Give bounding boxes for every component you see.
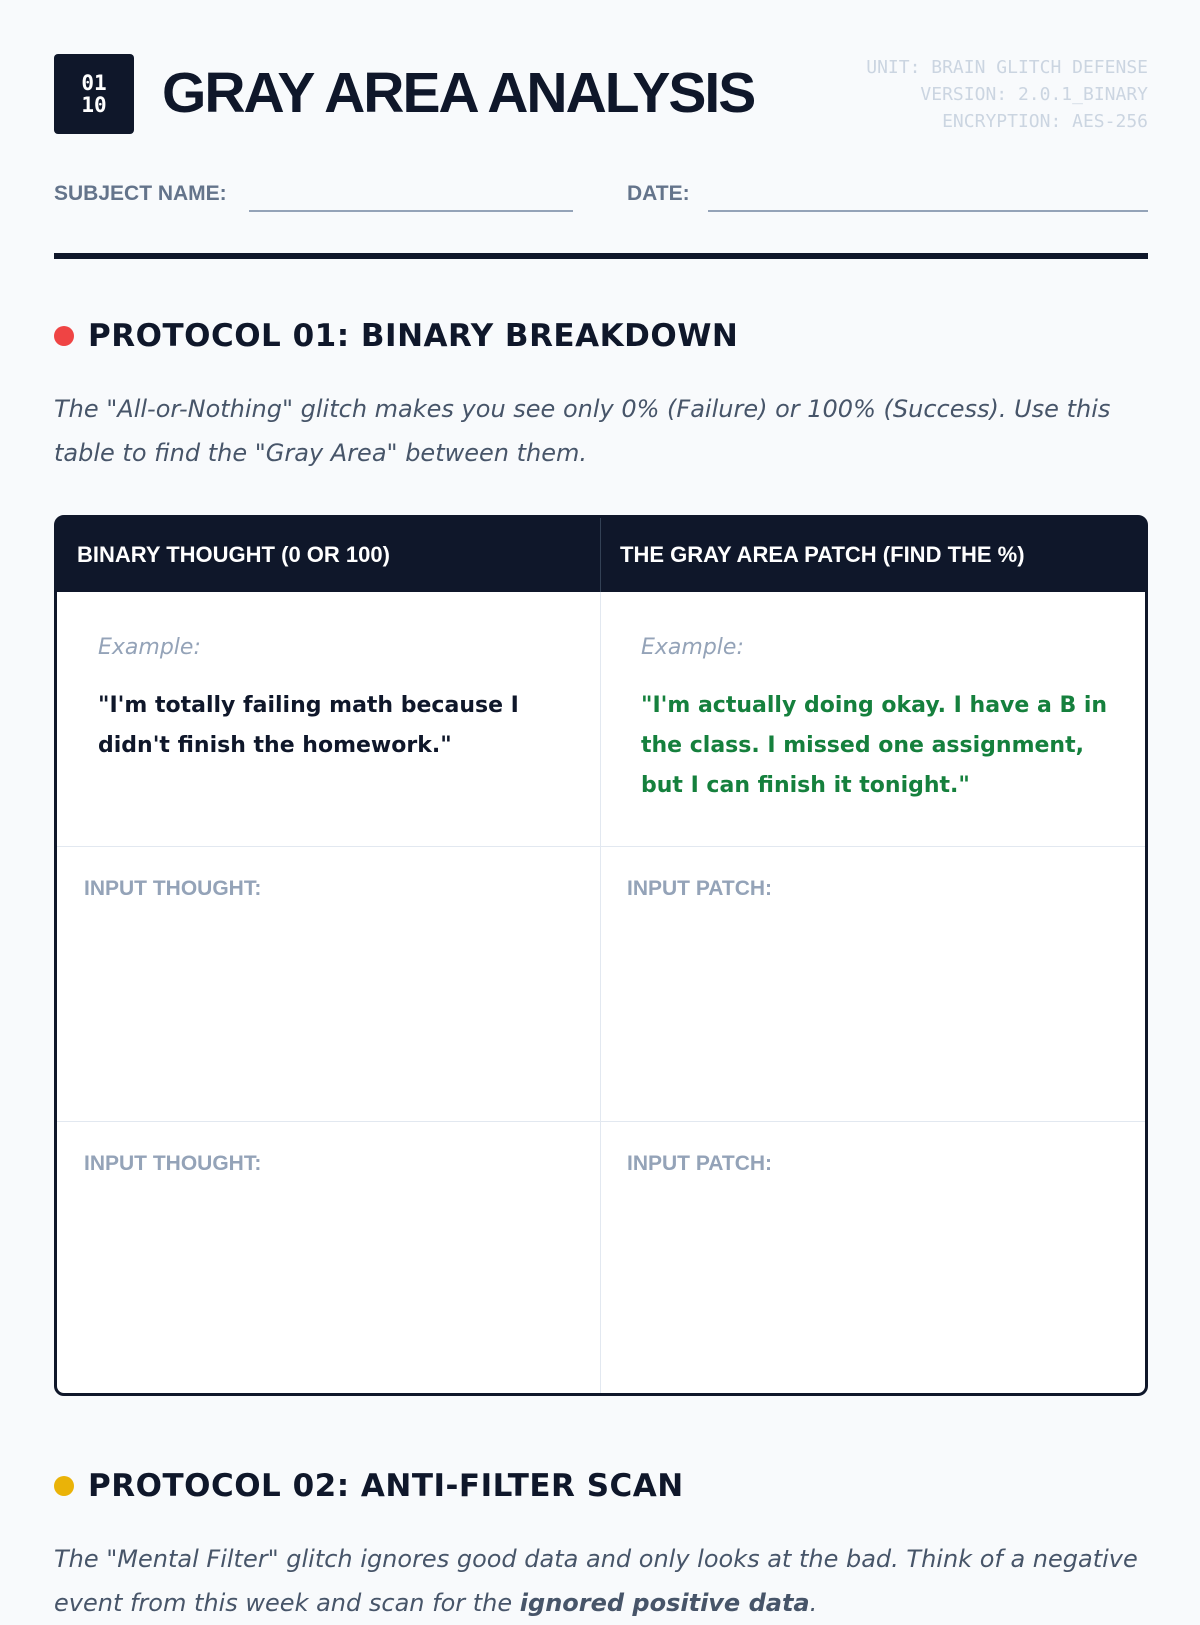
logo-line-2: 10 bbox=[81, 93, 107, 117]
meta-info bbox=[866, 54, 1148, 135]
example-label-binary: Example: bbox=[98, 635, 201, 660]
input-thought-label: INPUT THOUGHT: bbox=[84, 877, 262, 900]
header-binary-thought: BINARY THOUGHT (0 OR 100) bbox=[77, 542, 390, 567]
logo-line-1: 01 bbox=[81, 71, 107, 95]
input-patch-area[interactable] bbox=[601, 1122, 1151, 1397]
protocol-02-heading bbox=[54, 1466, 684, 1506]
protocol-02-title: PROTOCOL 02: ANTI-FILTER SCAN bbox=[88, 1468, 684, 1504]
protocol-02-description bbox=[54, 1537, 1148, 1625]
protocol-02-description-end: . bbox=[809, 1589, 818, 1617]
input-patch-area[interactable] bbox=[601, 847, 1151, 1121]
example-binary-thought: "I'm totally failing math because I didn't finish the homework." bbox=[98, 693, 519, 758]
header-separator bbox=[600, 518, 601, 592]
input-thought-area[interactable] bbox=[57, 1122, 600, 1397]
input-thought-label: INPUT THOUGHT: bbox=[84, 1152, 262, 1175]
header-gray-area-patch: THE GRAY AREA PATCH (FIND THE %) bbox=[620, 542, 1025, 567]
meta-version: VERSION: 2.0.1_BINARY bbox=[920, 84, 1148, 105]
red-status-dot-icon bbox=[54, 326, 74, 346]
protocol-02-description-bold: ignored positive data bbox=[519, 1589, 810, 1617]
input-thought-area[interactable] bbox=[57, 847, 600, 1121]
example-label-patch: Example: bbox=[641, 635, 744, 660]
protocol-01-title: PROTOCOL 01: BINARY BREAKDOWN bbox=[88, 318, 739, 354]
page-title: GRAY AREA ANALYSIS bbox=[162, 61, 755, 125]
header-divider bbox=[54, 253, 1148, 259]
binary-logo-icon bbox=[54, 54, 134, 134]
yellow-status-dot-icon bbox=[54, 1476, 74, 1496]
binary-breakdown-table bbox=[54, 515, 1148, 1396]
meta-encryption: ENCRYPTION: AES-256 bbox=[942, 111, 1148, 132]
example-gray-area-patch: "I'm actually doing okay. I have a B in the class. I missed one assignment, but I can finish it tonight." bbox=[641, 693, 1108, 798]
table-header bbox=[57, 518, 1145, 592]
input-patch-label: INPUT PATCH: bbox=[627, 1152, 773, 1175]
protocol-01-description: The "All-or-Nothing" glitch makes you see only 0% (Failure) or 100% (Success). Use this table to find the "Gray Area" between them. bbox=[54, 395, 1111, 467]
form-fields bbox=[54, 180, 1148, 220]
header bbox=[54, 54, 1148, 134]
input-patch-label: INPUT PATCH: bbox=[627, 877, 773, 900]
worksheet-page bbox=[54, 0, 1148, 1617]
protocol-02-description-start: The "Mental Filter" glitch ignores good data and only looks at the bad. Think of a negative event from this week and scan for the bbox=[54, 1545, 1138, 1617]
meta-unit: UNIT: BRAIN GLITCH DEFENSE bbox=[866, 57, 1148, 78]
protocol-01-heading bbox=[54, 316, 738, 356]
date-field[interactable] bbox=[708, 210, 1148, 212]
subject-name-field[interactable] bbox=[249, 210, 573, 212]
date-label: DATE: bbox=[627, 182, 690, 205]
subject-name-label: SUBJECT NAME: bbox=[54, 182, 227, 205]
